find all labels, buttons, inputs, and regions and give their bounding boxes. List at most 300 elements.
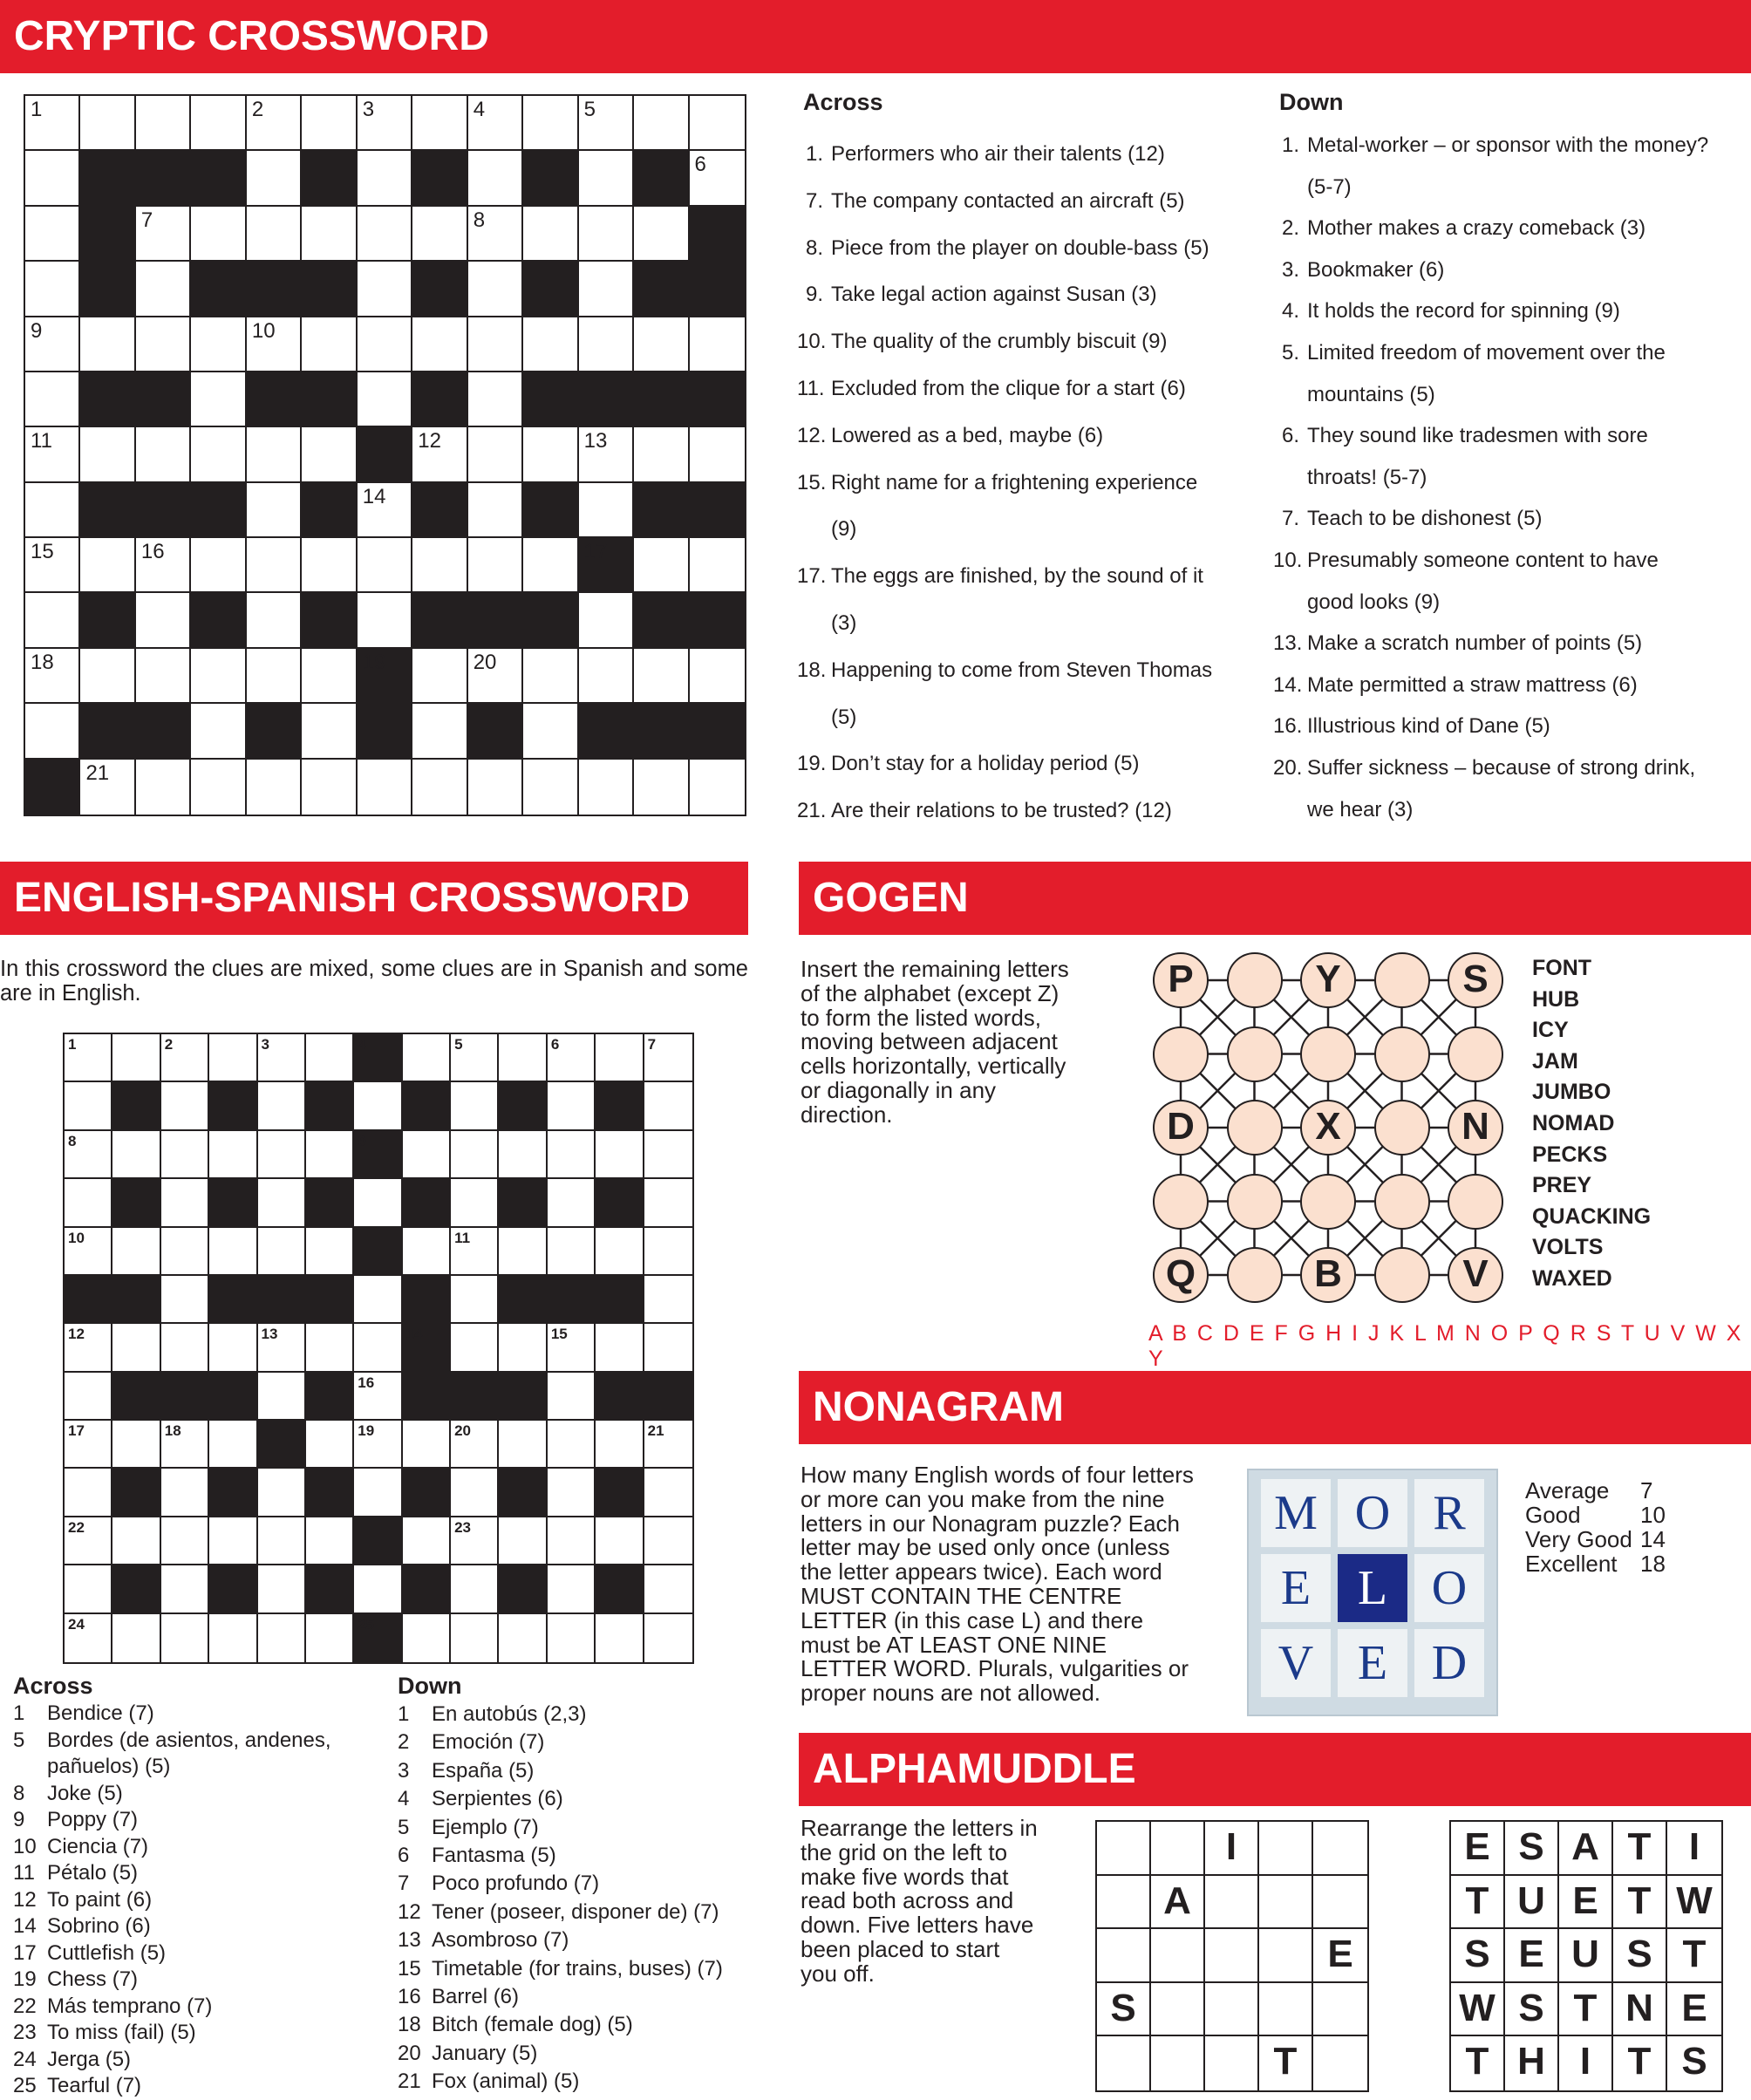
alphamuddle-cell: E <box>1667 1983 1721 2037</box>
white-square[interactable] <box>596 1228 644 1276</box>
white-square[interactable] <box>579 207 634 262</box>
black-square <box>403 1324 451 1372</box>
white-square[interactable] <box>468 427 523 482</box>
white-square[interactable] <box>25 538 80 593</box>
white-square[interactable] <box>451 1324 499 1372</box>
clue-text: Timetable (for trains, buses) (7) <box>432 1956 723 1981</box>
white-square[interactable] <box>136 262 191 317</box>
white-square[interactable] <box>306 1131 354 1179</box>
clue-item <box>13 1967 362 1994</box>
white-square[interactable] <box>579 427 634 482</box>
white-square[interactable] <box>258 1179 306 1227</box>
white-square[interactable] <box>191 704 246 759</box>
white-square[interactable] <box>499 1324 547 1372</box>
black-square <box>306 1082 354 1130</box>
white-square[interactable] <box>161 1131 209 1179</box>
black-square <box>403 1179 451 1227</box>
white-square[interactable] <box>25 427 80 482</box>
white-square[interactable] <box>354 1082 402 1130</box>
white-square[interactable] <box>499 1034 547 1082</box>
white-square[interactable] <box>468 151 523 206</box>
white-square[interactable] <box>161 1228 209 1276</box>
white-square[interactable] <box>247 151 302 206</box>
white-square[interactable] <box>523 649 578 704</box>
white-square[interactable] <box>25 317 80 372</box>
clue-text: Jerga (5) <box>47 2047 132 2071</box>
white-square[interactable] <box>579 317 634 372</box>
white-square[interactable] <box>468 483 523 538</box>
gogen-empty-circle[interactable] <box>1227 1174 1283 1230</box>
white-square[interactable] <box>25 372 80 427</box>
clue-number: 4. <box>1282 299 1300 324</box>
white-square[interactable] <box>25 593 80 648</box>
white-square[interactable] <box>548 1517 596 1565</box>
black-square <box>191 483 246 538</box>
gogen-empty-circle[interactable] <box>1374 952 1430 1008</box>
black-square <box>499 1082 547 1130</box>
black-square <box>191 262 246 317</box>
white-square[interactable] <box>548 1324 596 1372</box>
white-square[interactable] <box>191 372 246 427</box>
white-square[interactable] <box>523 427 578 482</box>
white-square[interactable] <box>161 1565 209 1613</box>
white-square[interactable] <box>690 538 745 593</box>
white-square[interactable] <box>412 427 467 482</box>
white-square[interactable] <box>579 262 634 317</box>
white-square[interactable] <box>136 593 191 648</box>
white-square[interactable] <box>403 1034 451 1082</box>
white-square[interactable] <box>302 538 357 593</box>
white-square[interactable] <box>548 1565 596 1613</box>
english-spanish-grid <box>63 1033 694 1664</box>
white-square[interactable] <box>451 1131 499 1179</box>
white-square[interactable] <box>258 1324 306 1372</box>
white-square[interactable] <box>136 649 191 704</box>
alphamuddle-cell[interactable] <box>1205 1983 1259 2037</box>
clue-number: 16 <box>398 1985 421 2009</box>
white-square[interactable] <box>579 649 634 704</box>
white-square[interactable] <box>65 1131 112 1179</box>
white-square[interactable] <box>354 1565 402 1613</box>
white-square[interactable] <box>451 1614 499 1662</box>
white-square[interactable] <box>209 1131 257 1179</box>
white-square[interactable] <box>209 1228 257 1276</box>
white-square[interactable] <box>358 372 412 427</box>
white-square[interactable] <box>403 1131 451 1179</box>
white-square[interactable] <box>451 1082 499 1130</box>
white-square[interactable] <box>451 1517 499 1565</box>
white-square[interactable] <box>644 1179 692 1227</box>
white-square[interactable] <box>80 649 135 704</box>
white-square[interactable] <box>25 207 80 262</box>
white-square[interactable] <box>548 1131 596 1179</box>
white-square[interactable] <box>161 1276 209 1324</box>
alphamuddle-cell: W <box>1667 1876 1721 1930</box>
gogen-empty-circle[interactable] <box>1448 1026 1503 1082</box>
white-square[interactable] <box>65 1228 112 1276</box>
gogen-empty-circle[interactable] <box>1153 1026 1209 1082</box>
white-square[interactable] <box>451 1034 499 1082</box>
white-square[interactable] <box>634 207 689 262</box>
gogen-empty-circle[interactable] <box>1227 1247 1283 1303</box>
clue-text: Fantasma (5) <box>432 1844 556 1868</box>
white-square[interactable] <box>161 1324 209 1372</box>
white-square[interactable] <box>579 483 634 538</box>
alphamuddle-cell[interactable] <box>1097 1876 1151 1930</box>
white-square[interactable] <box>161 1517 209 1565</box>
white-square[interactable] <box>358 96 412 151</box>
white-square[interactable] <box>690 317 745 372</box>
white-square[interactable] <box>451 1565 499 1613</box>
white-square[interactable] <box>403 1517 451 1565</box>
white-square[interactable] <box>80 317 135 372</box>
white-square[interactable] <box>548 1082 596 1130</box>
gogen-empty-circle[interactable] <box>1374 1026 1430 1082</box>
white-square[interactable] <box>209 1614 257 1662</box>
white-square[interactable] <box>499 1228 547 1276</box>
white-square[interactable] <box>247 760 302 815</box>
white-square[interactable] <box>25 96 80 151</box>
white-square[interactable] <box>112 1034 160 1082</box>
white-square[interactable] <box>65 1469 112 1517</box>
white-square[interactable] <box>644 1082 692 1130</box>
white-square[interactable] <box>690 151 745 206</box>
white-square[interactable] <box>499 1614 547 1662</box>
white-square[interactable] <box>690 649 745 704</box>
black-square <box>523 372 578 427</box>
white-square[interactable] <box>579 151 634 206</box>
white-square[interactable] <box>644 1469 692 1517</box>
clue-text: Tener (poseer, disponer de) (7) <box>432 1899 719 1924</box>
white-square[interactable] <box>136 760 191 815</box>
white-square[interactable] <box>596 1614 644 1662</box>
white-square[interactable] <box>136 427 191 482</box>
white-square[interactable] <box>548 1373 596 1421</box>
white-square[interactable] <box>258 1469 306 1517</box>
white-square[interactable] <box>209 1034 257 1082</box>
white-square[interactable] <box>258 1034 306 1082</box>
white-square[interactable] <box>247 593 302 648</box>
white-square[interactable] <box>112 1421 160 1469</box>
white-square[interactable] <box>302 207 357 262</box>
white-square[interactable] <box>412 538 467 593</box>
white-square[interactable] <box>191 649 246 704</box>
white-square[interactable] <box>247 538 302 593</box>
clue-item <box>13 1887 362 1914</box>
white-square[interactable] <box>65 1565 112 1613</box>
white-square[interactable] <box>644 1228 692 1276</box>
white-square[interactable] <box>644 1276 692 1324</box>
white-square[interactable] <box>579 593 634 648</box>
white-square[interactable] <box>136 207 191 262</box>
white-square[interactable] <box>468 649 523 704</box>
alphamuddle-cell[interactable] <box>1259 1876 1313 1930</box>
white-square[interactable] <box>302 96 357 151</box>
white-square[interactable] <box>548 1469 596 1517</box>
white-square[interactable] <box>136 96 191 151</box>
white-square[interactable] <box>258 1228 306 1276</box>
alphamuddle-cell[interactable] <box>1097 2036 1151 2090</box>
white-square[interactable] <box>161 1614 209 1662</box>
white-square[interactable] <box>191 538 246 593</box>
alphamuddle-cell[interactable] <box>1259 1929 1313 1983</box>
white-square[interactable] <box>358 151 412 206</box>
white-square[interactable] <box>65 1421 112 1469</box>
white-square[interactable] <box>306 1421 354 1469</box>
white-square[interactable] <box>451 1179 499 1227</box>
white-square[interactable] <box>25 262 80 317</box>
alphamuddle-cell[interactable] <box>1313 2036 1367 2090</box>
white-square[interactable] <box>596 1131 644 1179</box>
white-square[interactable] <box>523 317 578 372</box>
white-square[interactable] <box>65 1179 112 1227</box>
clue-number: 13. <box>1273 631 1303 656</box>
alphamuddle-cell[interactable] <box>1313 1876 1367 1930</box>
white-square[interactable] <box>80 96 135 151</box>
white-square[interactable] <box>644 1614 692 1662</box>
white-square[interactable] <box>412 96 467 151</box>
white-square[interactable] <box>358 760 412 815</box>
clue-number: 9 <box>358 1132 366 1149</box>
white-square[interactable] <box>258 1131 306 1179</box>
white-square[interactable] <box>354 1179 402 1227</box>
white-square[interactable] <box>112 1228 160 1276</box>
white-square[interactable] <box>468 262 523 317</box>
white-square[interactable] <box>209 1517 257 1565</box>
white-square[interactable] <box>523 207 578 262</box>
white-square[interactable] <box>354 1276 402 1324</box>
clue-number: 2. <box>1282 216 1300 241</box>
white-square[interactable] <box>412 760 467 815</box>
white-square[interactable] <box>306 1228 354 1276</box>
gogen-empty-circle[interactable] <box>1374 1100 1430 1156</box>
white-square[interactable] <box>579 760 634 815</box>
white-square[interactable] <box>644 1324 692 1372</box>
alphamuddle-cell[interactable] <box>1205 1929 1259 1983</box>
white-square[interactable] <box>65 1034 112 1082</box>
white-square[interactable] <box>468 207 523 262</box>
white-square[interactable] <box>596 1034 644 1082</box>
white-square[interactable] <box>354 1421 402 1469</box>
white-square[interactable] <box>634 538 689 593</box>
white-square[interactable] <box>80 538 135 593</box>
black-square <box>690 372 745 427</box>
white-square[interactable] <box>65 1324 112 1372</box>
white-square[interactable] <box>499 1421 547 1469</box>
white-square[interactable] <box>302 649 357 704</box>
white-square[interactable] <box>302 317 357 372</box>
white-square[interactable] <box>65 1373 112 1421</box>
white-square[interactable] <box>302 427 357 482</box>
white-square[interactable] <box>306 1324 354 1372</box>
white-square[interactable] <box>80 427 135 482</box>
white-square[interactable] <box>644 1131 692 1179</box>
white-square[interactable] <box>247 427 302 482</box>
white-square[interactable] <box>596 1324 644 1372</box>
white-square[interactable] <box>403 1421 451 1469</box>
white-square[interactable] <box>112 1324 160 1372</box>
white-square[interactable] <box>596 1517 644 1565</box>
white-square[interactable] <box>302 760 357 815</box>
white-square[interactable] <box>65 1517 112 1565</box>
black-square <box>136 151 191 206</box>
white-square[interactable] <box>306 1034 354 1082</box>
white-square[interactable] <box>161 1034 209 1082</box>
white-square[interactable] <box>451 1469 499 1517</box>
white-square[interactable] <box>354 1324 402 1372</box>
white-square[interactable] <box>258 1565 306 1613</box>
white-square[interactable] <box>25 649 80 704</box>
white-square[interactable] <box>136 317 191 372</box>
gogen-empty-circle[interactable] <box>1227 1026 1283 1082</box>
white-square[interactable] <box>596 1421 644 1469</box>
white-square[interactable] <box>548 1421 596 1469</box>
white-square[interactable] <box>468 538 523 593</box>
gogen-empty-circle[interactable] <box>1448 1174 1503 1230</box>
gogen-empty-circle[interactable] <box>1300 1174 1356 1230</box>
white-square[interactable] <box>412 649 467 704</box>
white-square[interactable] <box>258 1082 306 1130</box>
alphamuddle-cell[interactable] <box>1151 1822 1205 1876</box>
white-square[interactable] <box>644 1565 692 1613</box>
white-square[interactable] <box>258 1517 306 1565</box>
white-square[interactable] <box>634 427 689 482</box>
white-square[interactable] <box>247 207 302 262</box>
gogen-empty-circle[interactable] <box>1153 1174 1209 1230</box>
clue-number: 2 <box>251 98 264 121</box>
gogen-empty-circle[interactable] <box>1374 1174 1430 1230</box>
white-square[interactable] <box>306 1517 354 1565</box>
white-square[interactable] <box>161 1082 209 1130</box>
white-square[interactable] <box>161 1421 209 1469</box>
white-square[interactable] <box>358 207 412 262</box>
white-square[interactable] <box>191 427 246 482</box>
white-square[interactable] <box>306 1614 354 1662</box>
alphamuddle-cell[interactable] <box>1097 1929 1151 1983</box>
white-square[interactable] <box>191 760 246 815</box>
white-square[interactable] <box>258 1614 306 1662</box>
white-square[interactable] <box>209 1324 257 1372</box>
white-square[interactable] <box>258 1373 306 1421</box>
alphamuddle-cell[interactable] <box>1313 1983 1367 2037</box>
cryptic-across-clues <box>797 131 1216 835</box>
white-square[interactable] <box>412 317 467 372</box>
white-square[interactable] <box>354 1373 402 1421</box>
white-square[interactable] <box>112 1131 160 1179</box>
white-square[interactable] <box>634 317 689 372</box>
white-square[interactable] <box>634 96 689 151</box>
alphamuddle-cell[interactable] <box>1259 1822 1313 1876</box>
white-square[interactable] <box>523 760 578 815</box>
white-square[interactable] <box>548 1034 596 1082</box>
white-square[interactable] <box>358 483 412 538</box>
white-square[interactable] <box>468 760 523 815</box>
white-square[interactable] <box>191 207 246 262</box>
white-square[interactable] <box>403 1228 451 1276</box>
white-square[interactable] <box>191 317 246 372</box>
white-square[interactable] <box>247 317 302 372</box>
white-square[interactable] <box>523 704 578 759</box>
white-square[interactable] <box>690 96 745 151</box>
white-square[interactable] <box>209 1421 257 1469</box>
alphamuddle-cell[interactable] <box>1151 1929 1205 1983</box>
white-square[interactable] <box>548 1179 596 1227</box>
white-square[interactable] <box>548 1228 596 1276</box>
white-square[interactable] <box>80 760 135 815</box>
white-square[interactable] <box>468 96 523 151</box>
white-square[interactable] <box>302 704 357 759</box>
white-square[interactable] <box>247 483 302 538</box>
white-square[interactable] <box>634 649 689 704</box>
alphamuddle-cell[interactable] <box>1205 2036 1259 2090</box>
white-square[interactable] <box>579 96 634 151</box>
white-square[interactable] <box>161 1469 209 1517</box>
white-square[interactable] <box>358 262 412 317</box>
white-square[interactable] <box>358 593 412 648</box>
white-square[interactable] <box>451 1228 499 1276</box>
white-square[interactable] <box>191 96 246 151</box>
gogen-empty-circle[interactable] <box>1300 1026 1356 1082</box>
white-square[interactable] <box>644 1421 692 1469</box>
white-square[interactable] <box>451 1276 499 1324</box>
white-square[interactable] <box>358 538 412 593</box>
white-square[interactable] <box>247 649 302 704</box>
white-square[interactable] <box>412 704 467 759</box>
white-square[interactable] <box>25 483 80 538</box>
white-square[interactable] <box>690 427 745 482</box>
white-square[interactable] <box>65 1082 112 1130</box>
white-square[interactable] <box>690 760 745 815</box>
white-square[interactable] <box>65 1614 112 1662</box>
white-square[interactable] <box>644 1517 692 1565</box>
white-square[interactable] <box>499 1517 547 1565</box>
alphamuddle-cell[interactable] <box>1313 1822 1367 1876</box>
white-square[interactable] <box>548 1614 596 1662</box>
white-square[interactable] <box>136 538 191 593</box>
white-square[interactable] <box>523 96 578 151</box>
white-square[interactable] <box>634 760 689 815</box>
alphamuddle-cell[interactable] <box>1259 1983 1313 2037</box>
white-square[interactable] <box>468 372 523 427</box>
white-square[interactable] <box>451 1421 499 1469</box>
white-square[interactable] <box>25 151 80 206</box>
black-square <box>499 1373 547 1421</box>
white-square[interactable] <box>354 1469 402 1517</box>
gogen-empty-circle[interactable] <box>1374 1247 1430 1303</box>
alphamuddle-cell[interactable] <box>1097 1822 1151 1876</box>
alphamuddle-cell[interactable] <box>1205 1876 1259 1930</box>
white-square[interactable] <box>644 1034 692 1082</box>
white-square[interactable] <box>523 538 578 593</box>
white-square[interactable] <box>358 317 412 372</box>
alphamuddle-cell[interactable] <box>1151 2036 1205 2090</box>
white-square[interactable] <box>112 1614 160 1662</box>
clue-item <box>797 460 1216 554</box>
gogen-empty-circle[interactable] <box>1227 952 1283 1008</box>
white-square[interactable] <box>247 96 302 151</box>
alphamuddle-cell[interactable] <box>1151 1983 1205 2037</box>
white-square[interactable] <box>412 207 467 262</box>
white-square[interactable] <box>161 1179 209 1227</box>
white-square[interactable] <box>403 1614 451 1662</box>
clue-item <box>797 271 1216 318</box>
gogen-empty-circle[interactable] <box>1227 1100 1283 1156</box>
white-square[interactable] <box>112 1517 160 1565</box>
white-square[interactable] <box>499 1131 547 1179</box>
white-square[interactable] <box>25 704 80 759</box>
white-square[interactable] <box>468 317 523 372</box>
black-square <box>136 372 191 427</box>
